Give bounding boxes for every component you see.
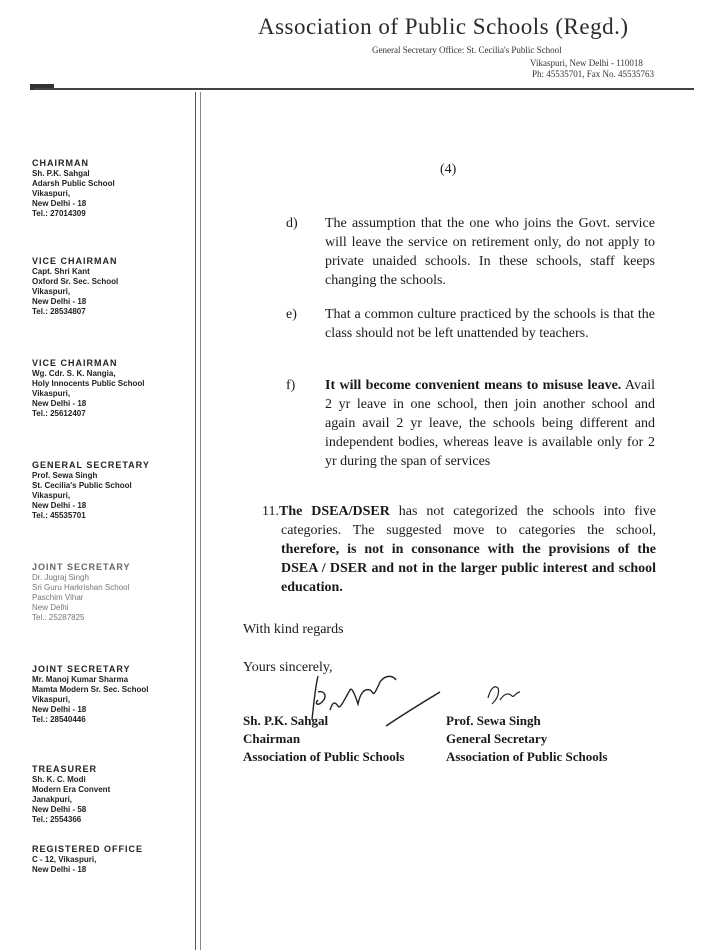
- office-title: VICE CHAIRMAN: [32, 256, 118, 266]
- office-line: Vikaspuri,: [32, 491, 71, 500]
- office-line: New Delhi - 18: [32, 199, 87, 208]
- office-line: Vikaspuri,: [32, 189, 71, 198]
- office-line: New Delhi - 18: [32, 297, 87, 306]
- office-line: Mr. Manoj Kumar Sharma: [32, 675, 129, 684]
- office-line: Tel.: 28540446: [32, 715, 86, 724]
- office-line: Prof. Sewa Singh: [32, 471, 98, 480]
- signatory-name: Prof. Sewa Singh: [446, 713, 541, 728]
- office-title: GENERAL SECRETARY: [32, 460, 150, 470]
- sidebar-office-vice-chairman-1: [32, 256, 192, 317]
- office-line: Tel.: 2554366: [32, 815, 82, 824]
- sidebar-office-joint-secretary-2: [32, 664, 192, 725]
- office-line: Dr. Jugraj Singh: [32, 573, 89, 582]
- item-text-f-bold: It will become convenient means to misuse leave.: [325, 378, 622, 393]
- item-text-f-rest: Avail 2 yr leave in one school, then join another school and again avail 2 yr leave, the schools being different and independent bodies, whereas leave is available only for 2 yr during the span of services: [325, 378, 655, 469]
- sidebar-office-joint-secretary-1: [32, 562, 192, 623]
- signatory-org: Association of Public Schools: [446, 749, 608, 764]
- paragraph-11-text-1: has not categorized the schools into five categories.: [281, 504, 656, 538]
- office-line: Sri Guru Harkrishan School: [32, 583, 130, 592]
- office-line: Janakpuri,: [32, 795, 73, 804]
- address-line-2: Vikaspuri, New Delhi - 110018: [530, 58, 643, 68]
- closing-line: With kind regards: [243, 622, 344, 637]
- office-title: JOINT SECRETARY: [32, 664, 131, 674]
- office-title: CHAIRMAN: [32, 158, 89, 168]
- office-line: Adarsh Public School: [32, 179, 115, 188]
- office-line: New Delhi: [32, 603, 69, 612]
- address-line-3: Ph: 45535701, Fax No. 45535763: [532, 69, 655, 79]
- office-line: Paschim Vihar: [32, 593, 84, 602]
- office-title: REGISTERED OFFICE: [32, 844, 144, 854]
- sidebar-office-vice-chairman-2: [32, 358, 192, 419]
- office-line: Tel.: 45535701: [32, 511, 86, 520]
- item-text-e: That a common culture practiced by the schools is that the class should not be left unattended by teachers.: [325, 307, 655, 341]
- item-text-d: The assumption that the one who joins the Govt. service will leave the service on retirement only, do not apply to private unaided schools. In these schools, staff keeps changing the schools.: [325, 216, 655, 288]
- office-line: New Delhi - 58: [32, 805, 87, 814]
- office-line: Wg. Cdr. S. K. Nangia,: [32, 369, 116, 378]
- office-title: JOINT SECRETARY: [32, 562, 131, 572]
- paragraph-11-bold-1: The DSEA/DSER: [278, 504, 390, 519]
- office-line: Tel.: 28534807: [32, 307, 86, 316]
- sidebar-office-treasurer: [32, 764, 192, 825]
- signatory-title: General Secretary: [446, 731, 548, 746]
- sidebar-registered-office: [32, 844, 192, 875]
- office-line: Tel.: 25612407: [32, 409, 86, 418]
- office-line: Mamta Modern Sr. Sec. School: [32, 685, 149, 694]
- item-text-f: [325, 376, 655, 471]
- office-line: New Delhi - 18: [32, 399, 87, 408]
- office-line: C - 12, Vikaspuri,: [32, 855, 97, 864]
- organization-name: Association of Public Schools (Regd.): [258, 14, 629, 39]
- sidebar-office-general-secretary: [32, 460, 192, 521]
- office-title: VICE CHAIRMAN: [32, 358, 118, 368]
- signatory-org: Association of Public Schools: [243, 749, 405, 764]
- office-line: Vikaspuri,: [32, 287, 71, 296]
- item-label-f: f): [286, 378, 296, 393]
- paragraph-11-text-2: The suggested move to categories the school,: [352, 523, 657, 538]
- signatory-chairman: [243, 712, 404, 766]
- sidebar-divider-inner: [200, 92, 201, 950]
- letterhead-rule: [34, 88, 694, 90]
- office-line: Sh. P.K. Sahgal: [32, 169, 90, 178]
- paragraph-number: 11.: [262, 504, 279, 519]
- office-line: Vikaspuri,: [32, 389, 71, 398]
- item-label-e: e): [286, 307, 297, 322]
- sidebar-office-chairman: [32, 158, 192, 219]
- office-title: TREASURER: [32, 764, 98, 774]
- signatory-general-secretary: [446, 712, 607, 766]
- office-line: Vikaspuri,: [32, 695, 71, 704]
- office-line: Sh. K. C. Modi: [32, 775, 86, 784]
- paragraph-11-bold-2: therefore, is not in consonance with the provisions of the DSEA / DSER and not in the larger public interest and school education.: [281, 542, 656, 595]
- office-line: Modern Era Convent: [32, 785, 111, 794]
- office-line: Tel.: 25287825: [32, 613, 85, 622]
- office-line: Oxford Sr. Sec. School: [32, 277, 119, 286]
- yours-sincerely: Yours sincerely,: [243, 660, 333, 675]
- office-line: New Delhi - 18: [32, 865, 87, 874]
- office-line: Tel.: 27014309: [32, 209, 86, 218]
- office-line: New Delhi - 18: [32, 501, 87, 510]
- signatory-name: Sh. P.K. Sahgal: [243, 713, 329, 728]
- sidebar-divider: [195, 92, 196, 950]
- paragraph-11: [262, 502, 656, 597]
- office-line: Capt. Shri Kant: [32, 267, 90, 276]
- signatory-title: Chairman: [243, 731, 301, 746]
- page-number: (4): [440, 162, 457, 177]
- office-line: Holy Innocents Public School: [32, 379, 145, 388]
- office-line: New Delhi - 18: [32, 705, 87, 714]
- office-line: St. Cecilia's Public School: [32, 481, 132, 490]
- address-line-1: General Secretary Office: St. Cecilia's Public School: [372, 45, 562, 55]
- item-label-d: d): [286, 216, 298, 231]
